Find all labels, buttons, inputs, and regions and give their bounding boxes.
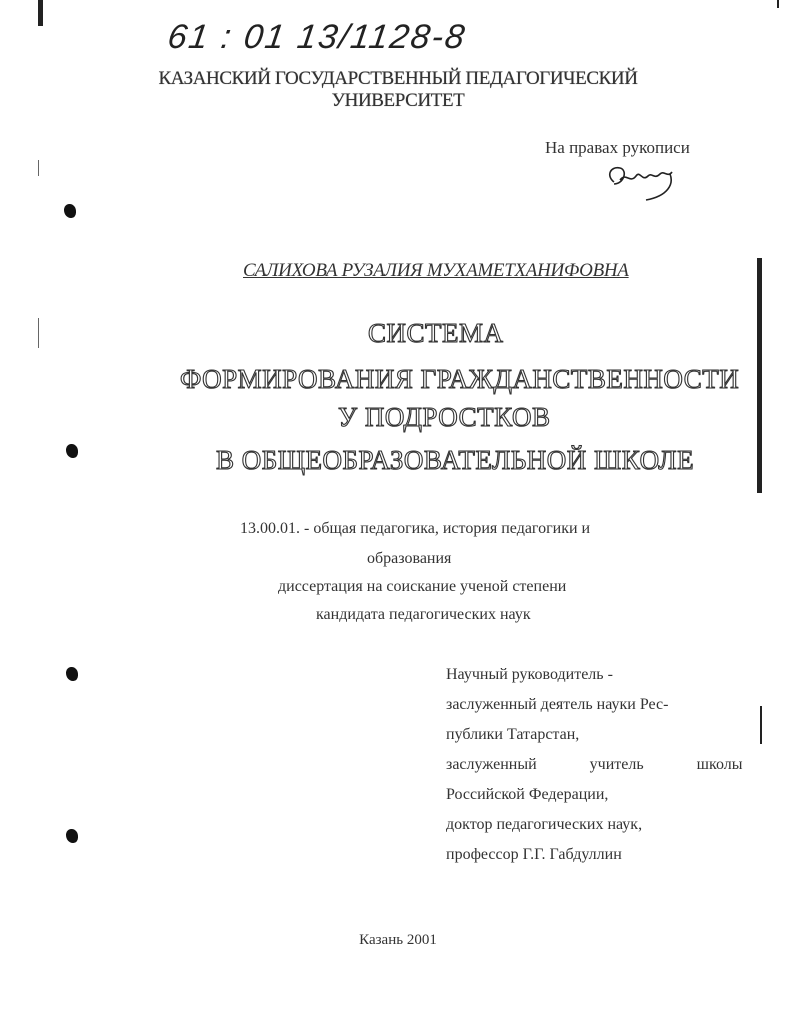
archive-number-stamp: 61 : 01 13/1128-8 [165,18,469,56]
dissertation-title-line2: ФОРМИРОВАНИЯ ГРАЖДАНСТВЕННОСТИ [180,364,740,394]
degree-line1: диссертация на соискание ученой степени [278,578,567,595]
university-name-line1: КАЗАНСКИЙ ГОСУДАРСТВЕННЫЙ ПЕДАГОГИЧЕСКИЙ [158,68,638,89]
specialty-line1: 13.00.01. - общая педагогика, история педагогики и [240,520,591,537]
dissertation-title-line4: В ОБЩЕОБРАЗОВАТЕЛЬНОЙ ШКОЛЕ [216,445,695,475]
scan-edge-mark [760,706,762,744]
supervisor-line1: Научный руководитель - [446,666,613,683]
signature-image [600,158,680,208]
supervisor-line2: заслуженный деятель науки Рес- [446,696,669,713]
manuscript-rights-label: На правах рукописи [545,138,690,157]
dissertation-title-line3: У ПОДРОСТКОВ [338,402,551,432]
punch-hole-mark [66,829,78,843]
punch-hole-mark [66,444,78,458]
scan-edge-mark [38,0,43,26]
supervisor-line4: заслуженный учитель школы [446,756,743,773]
punch-hole-mark [64,204,76,218]
scan-edge-mark [777,0,779,8]
author-name: САЛИХОВА РУЗАЛИЯ МУХАМЕТХАНИФОВНА [243,260,629,281]
scan-edge-mark [38,160,39,176]
supervisor-line6: доктор педагогических наук, [446,816,643,833]
scan-edge-mark [38,318,39,348]
punch-hole-mark [66,667,78,681]
university-name-line2: УНИВЕРСИТЕТ [331,90,465,111]
dissertation-title-line1: СИСТЕМА [368,318,504,348]
specialty-line2: образования [367,550,452,567]
city-year: Казань 2001 [359,932,437,948]
supervisor-line5: Российской Федерации, [446,786,609,803]
supervisor-line3: публики Татарстан, [446,726,580,743]
supervisor-line7: профессор Г.Г. Габдуллин [446,846,622,863]
scan-edge-mark [757,258,762,493]
degree-line2: кандидата педагогических наук [316,606,531,623]
